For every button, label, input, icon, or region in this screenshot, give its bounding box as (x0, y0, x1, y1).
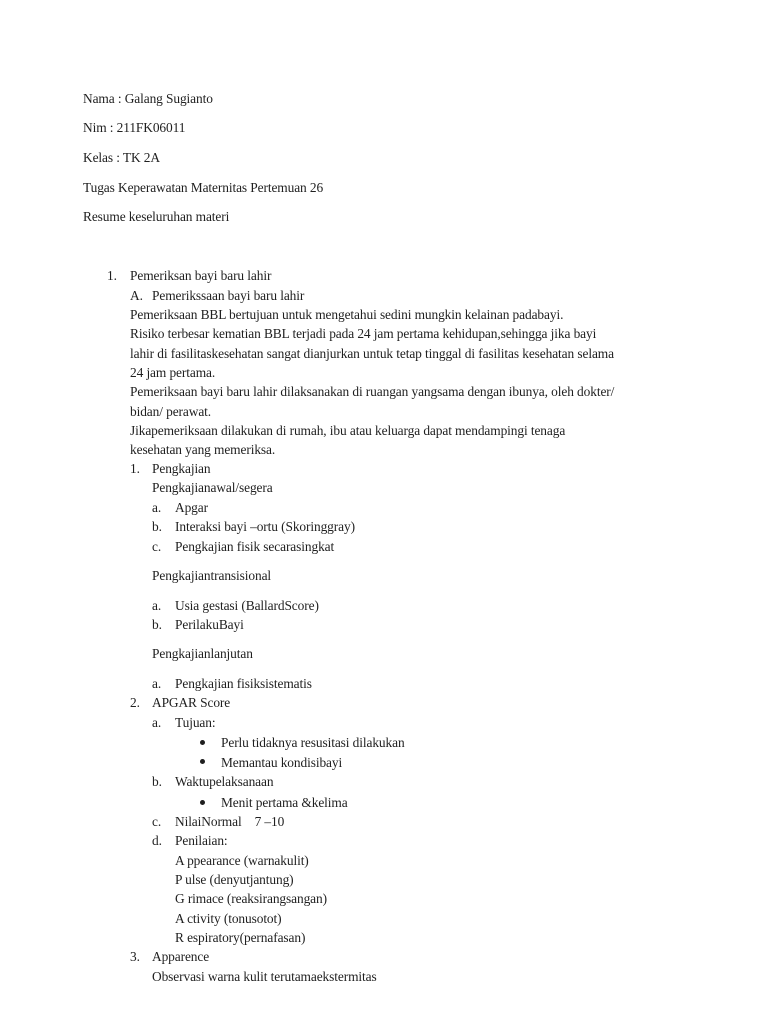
pengkajian-transisional-title: Pengkajiantransisional (152, 568, 272, 583)
paragraph-2-line-1: Risiko terbesar kematian BBL terjadi pada 24 jam pertama kehidupan,sehingga jika bayi (130, 326, 597, 341)
pengkajian-lanjutan-title: Pengkajianlanjutan (152, 646, 253, 661)
paragraph-2-line-3: 24 jam pertama. (130, 365, 216, 380)
student-class: Kelas : TK 2A (83, 150, 160, 165)
list-marker: a. (152, 715, 162, 730)
assignment-title: Tugas Keperawatan Maternitas Pertemuan 26 (83, 180, 324, 195)
penilaian-item: R espiratory(pernafasan) (175, 930, 306, 945)
list-item: Pengkajian fisiksistematis (175, 676, 312, 691)
apgar-number: 2. (130, 695, 140, 710)
list-item: Apgar (175, 500, 208, 515)
nilai-normal: NilaiNormal 7 –10 (175, 814, 285, 829)
waktu-label: Waktupelaksanaan (175, 774, 274, 789)
penilaian-label: Penilaian: (175, 833, 228, 848)
paragraph-4-line-2: kesehatan yang memeriksa. (130, 442, 276, 457)
list-item: Pengkajian fisik secarasingkat (175, 539, 335, 554)
bullet-item: Perlu tidaknya resusitasi dilakukan (221, 735, 405, 750)
penilaian-item: P ulse (denyutjantung) (175, 872, 294, 887)
sub-a-marker: A. (130, 288, 143, 303)
bullet-icon (200, 800, 205, 805)
pengkajian-title: Pengkajian (152, 461, 211, 476)
list-marker: a. (152, 500, 162, 515)
penilaian-item: G rimace (reaksirangsangan) (175, 891, 327, 906)
pengkajian-number: 1. (130, 461, 140, 476)
tujuan-label: Tujuan: (175, 715, 216, 730)
penilaian-item: A ppearance (warnakulit) (175, 853, 309, 868)
apparence-number: 3. (130, 949, 140, 964)
list-item: Interaksi bayi –ortu (Skoringgray) (175, 519, 355, 534)
bullet-icon (200, 759, 205, 764)
section-1-number: 1. (107, 268, 117, 283)
student-nim: Nim : 211FK06011 (83, 120, 186, 135)
resume-title: Resume keseluruhan materi (83, 209, 230, 224)
list-marker: a. (152, 598, 162, 613)
list-marker: b. (152, 617, 162, 632)
list-marker: a. (152, 676, 162, 691)
bullet-icon (200, 740, 205, 745)
apgar-title: APGAR Score (152, 695, 231, 710)
list-item: Usia gestasi (BallardScore) (175, 598, 319, 613)
bullet-item: Memantau kondisibayi (221, 755, 343, 770)
penilaian-item: A ctivity (tonusotot) (175, 911, 282, 926)
apparence-title: Apparence (152, 949, 210, 964)
list-item: PerilakuBayi (175, 617, 244, 632)
paragraph-4-line-1: Jikapemeriksaan dilakukan di rumah, ibu atau keluarga dapat mendampingi tenaga (130, 423, 566, 438)
list-marker: c. (152, 814, 162, 829)
list-marker: d. (152, 833, 162, 848)
sub-a-title: Pemerikssaan bayi baru lahir (152, 288, 305, 303)
paragraph-1: Pemeriksaan BBL bertujuan untuk mengetahui sedini mungkin kelainan padabayi. (130, 307, 564, 322)
paragraph-2-line-2: lahir di fasilitaskesehatan sangat dianjurkan untuk tetap tinggal di fasilitas kesehatan selama (130, 346, 614, 361)
list-marker: b. (152, 774, 162, 789)
student-name: Nama : Galang Sugianto (83, 91, 213, 106)
list-marker: b. (152, 519, 162, 534)
paragraph-3-line-2: bidan/ perawat. (130, 404, 212, 419)
bullet-item: Menit pertama &kelima (221, 795, 348, 810)
apparence-description: Observasi warna kulit terutamaekstermitas (152, 969, 377, 984)
section-1-title: Pemeriksan bayi baru lahir (130, 268, 272, 283)
pengkajian-awal-title: Pengkajianawal/segera (152, 480, 273, 495)
paragraph-3-line-1: Pemeriksaan bayi baru lahir dilaksanakan di ruangan yangsama dengan ibunya, oleh dokter/ (130, 384, 615, 399)
list-marker: c. (152, 539, 162, 554)
